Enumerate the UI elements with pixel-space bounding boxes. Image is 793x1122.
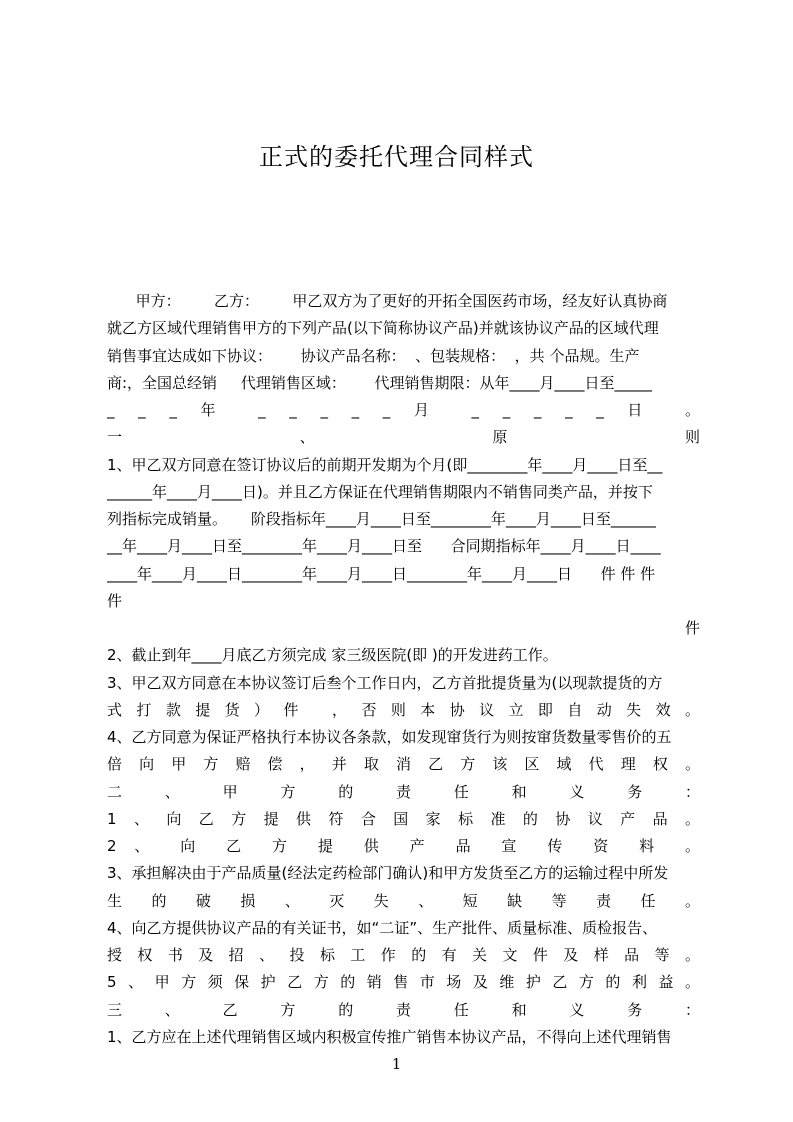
text-line: 3、承担解决由于产品质量(经法定药检部门确认)和甲方发货至乙方的运输过程中所发: [107, 864, 669, 883]
text-line: 件: [107, 591, 123, 610]
text-line: 件: [684, 619, 700, 637]
text-line: ______年____月____日)。并且乙方保证在代理销售期限内不销售同类产品，并按下: [107, 482, 653, 501]
text-line: 3、甲乙双方同意在本协议签订后叁个工作日内，乙方首批提货量为(以现款提货的方: [107, 673, 663, 692]
text-line: 1、乙方应在上述代理销售区域内积极宣传推广销售本协议产品，不得向上述代理销售: [107, 1027, 672, 1046]
text-line: __年____月____日至________年____月____日至 合同期指标年____月____日____: [107, 537, 661, 556]
text-line: 生 的 破 损 、 灭 失 、 短 缺 等 责 任 。: [107, 891, 700, 910]
text-line: 销售事宜达成如下协议： 协议产品名称： 、包装规格： ，共 个品规。生产: [107, 346, 640, 365]
text-line: 4、乙方同意为保证严格执行本协议各条款，如发现窜货行为则按窜货数量零售价的五: [107, 728, 672, 746]
text-line: _ _ _ 年 _ _ _ _ _ 月 _ _ _ _ _ 日 。: [107, 401, 700, 419]
section-heading: 一 、 原 则: [107, 428, 700, 447]
section-heading: 二 、 甲 方 的 责 任 和 义 务 ：: [107, 782, 700, 801]
contract-body: [107, 288, 700, 1051]
page-number: 1: [391, 1055, 402, 1073]
section-heading: 三 、 乙 方 的 责 任 和 义 务 ：: [107, 1000, 700, 1019]
text-line: ____年____月____日________年____月____日________年____月____日 件 件 件: [107, 564, 656, 583]
text-line: 商:，全国总经销 代理销售区域： 代理销售期限：从年____月____日至_____: [107, 373, 653, 392]
text-line: 2、截止到年____月底乙方须完成 家三级医院(即 )的开发进药工作。: [107, 646, 558, 665]
text-line: 授权书及招、投标工作的有关文件及样品等。: [107, 946, 700, 964]
text-line: 1、向乙方提供符合国家标准的协议产品。: [107, 809, 700, 828]
text-line: 5、甲方须保护乙方的销售市场及维护乙方的利益。: [107, 973, 700, 992]
text-line: 2 、 向 乙 方 提 供 产 品 宣 传 资 料 。: [107, 837, 700, 855]
text-line: 4、向乙方提供协议产品的有关证书，如“二证”、生产批件、质量标准、质检报告、: [107, 918, 658, 937]
document-title: 正式的委托代理合同样式: [259, 143, 534, 171]
text-line: 列指标完成销量。 阶段指标年____月____日至________年____月____日至______: [107, 510, 656, 528]
text-line: 式打款提货）件 ，否则本协议立即自动失效。: [107, 700, 700, 719]
text-line: 就乙方区域代理销售甲方的下列产品(以下简称协议产品)并就该协议产品的区域代理: [107, 319, 659, 338]
text-line: 倍向甲方赔偿，并取消乙方该区域代理权。: [107, 755, 700, 774]
text-line: 1、甲乙双方同意在签订协议后的前期开发期为个月(即________年____月____日至__: [107, 455, 663, 474]
text-line: 甲方： 乙方： 甲乙双方为了更好的开拓全国医药市场，经友好认真协商: [107, 292, 668, 310]
